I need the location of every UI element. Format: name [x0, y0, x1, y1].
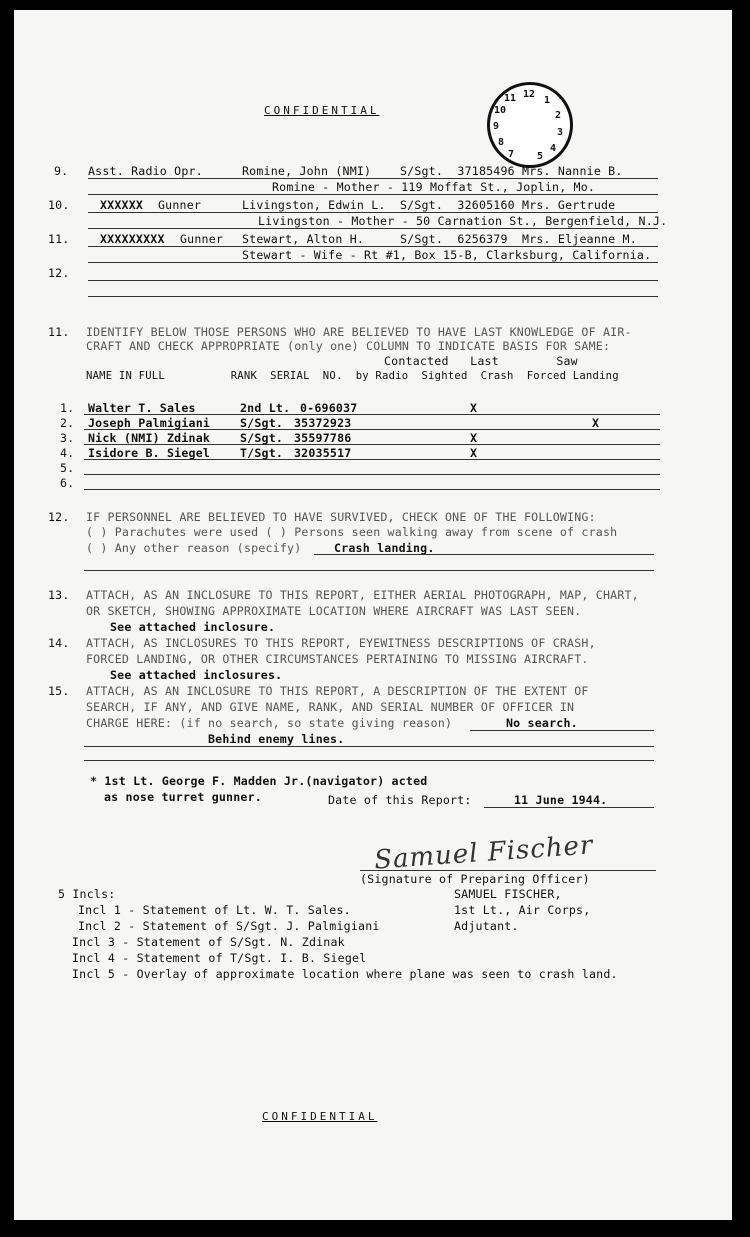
inclosure-item: Incl 5 - Overlay of approximate location where plane was seen to crash land. — [72, 967, 618, 981]
question-text: FORCED LANDING, OR OTHER CIRCUMSTANCES PERTAINING TO MISSING AIRCRAFT. — [86, 652, 589, 666]
question-text: IDENTIFY BELOW THOSE PERSONS WHO ARE BELIEVED TO HAVE LAST KNOWLEDGE OF AIR- — [86, 325, 632, 339]
answer-text: See attached inclosures. — [110, 668, 283, 682]
signer-name: SAMUEL FISCHER, — [454, 887, 562, 901]
inclosures-header: 5 Incls: — [58, 887, 116, 901]
witness-serial: 0-696037 — [300, 401, 358, 415]
question-text: ATTACH, AS AN INCLOSURE TO THIS REPORT, A DESCRIPTION OF THE EXTENT OF — [86, 684, 589, 698]
witness-name: Joseph Palmigiani — [88, 416, 211, 430]
inclosure-item: Incl 4 - Statement of T/Sgt. I. B. Siegel — [72, 951, 367, 965]
basis-mark: X — [470, 431, 478, 445]
question-text: CRAFT AND CHECK APPROPRIATE (only one) COLUMN TO INDICATE BASIS FOR SAME: — [86, 339, 611, 353]
answer-text: Crash landing. — [334, 541, 435, 555]
report-date-label: Date of this Report: — [328, 793, 472, 807]
answer-text: See attached inclosure. — [110, 620, 276, 634]
crew-line: Stewart, Alton H. S/Sgt. 6256379 Mrs. Eljeanne M. — [242, 232, 637, 246]
footnote: as nose turret gunner. — [104, 790, 262, 804]
question-text: ATTACH, AS AN INCLOSURE TO THIS REPORT, EITHER AERIAL PHOTOGRAPH, MAP, CHART, — [86, 588, 639, 602]
witness-serial: 35372923 — [294, 416, 352, 430]
crew-number: 10. — [48, 198, 70, 212]
crew-position: Gunner — [158, 198, 202, 212]
crew-line: Romine, John (NMI) S/Sgt. 37185496 Mrs. Nannie B. — [242, 164, 623, 178]
struck-text: XXXXXX — [100, 198, 144, 212]
crew-line: Livingston, Edwin L. S/Sgt. 32605160 Mrs. Gertrude — [242, 198, 616, 212]
column-headers: Contacted Last Saw — [384, 354, 578, 368]
basis-mark: X — [470, 401, 478, 415]
basis-mark: X — [592, 416, 600, 430]
witness-rank: T/Sgt. — [240, 446, 284, 460]
question-text: ( ) Parachutes were used ( ) Persons seen walking away from scene of crash — [86, 525, 618, 539]
answer-text: Behind enemy lines. — [208, 732, 345, 746]
witness-name: Walter T. Sales — [88, 401, 196, 415]
report-date-value: 11 June 1944. — [514, 793, 608, 807]
struck-text: XXXXXXXXX — [100, 232, 165, 246]
document-page: CONFIDENTIAL 12 1 2 3 4 5 7 8 9 10 11 9. Asst. Radio Opr. Romine, John (NMI) S/Sgt. 37185496 Mrs. Nannie B. Romine - Mother - 119 Moffat St., Joplin, Mo. 10. XXXXXX Gunner Livingston, Edwin L. S/Sgt. 32605160 Mrs. Gertrude Livingston - Mother - 50 Carnation St., Bergenfield, N.J. 11. XXXXXXXXX Gunner Stewart, Alton H. S/Sgt. 6256379 Mrs. Eljeanne M. Stewart - Wife - Rt #1, Box 15-B, Clarksburg, California. 12. 11. IDENTIFY BELOW THOSE PERSONS WHO ARE BELIEVED TO HAVE LAST KNOWLEDGE OF AIR- CRAFT AND CHECK APPROPRIATE (only one) COLUMN TO INDICATE BASIS FOR SAME: Contacted Last Saw NAME IN FULL RANK SERIAL NO. by Radio Sighted Crash Forced Landing 1. Walter T. Sales 2nd Lt. 0-696037 X 2. Joseph Palmigiani S/Sgt. 35372923 X 3. Nick (NMI) Zdinak S/Sgt. 35597786 X 4. Isidore B. Siegel T/Sgt. 32035517 X 5. 6. 12. IF PERSONNEL ARE BELIEVED TO HAVE SURVIVED, CHECK ONE OF THE FOLLOWING: ( ) Parachutes were used ( ) Persons seen walking away from scene of crash ( ) Any other reason (specify) Crash landing. 13. ATTACH, AS AN INCLOSURE TO THIS REPORT, EITHER AERIAL PHOTOGRAPH, MAP, CHART, OR SKETCH, SHOWING APPROXIMATE LOCATION WHERE AIRCRAFT WAS LAST SEEN. See attached inclosure. 14. ATTACH, AS INCLOSURES TO THIS REPORT, EYEWITNESS DESCRIPTIONS OF CRASH, FORCED LANDING, OR OTHER CIRCUMSTANCES PERTAINING TO MISSING AIRCRAFT. See attached inclosures. 15. ATTACH, AS AN INCLOSURE TO THIS REPORT, A DESCRIPTION OF THE EXTENT OF SEARCH, IF ANY, AND GIVE NAME, RANK, AND SERIAL NUMBER OF OFFICER IN CHARGE HERE: (if no search, so state giving reason) No search. Behind enemy lines. * 1st Lt. George F. Madden Jr.(navigator) acted as nose turret gunner. Date of this Report: 11 June 1944. Samuel Fischer (Signature of Preparing Officer) SAMUEL FISCHER, 1st Lt., Air Corps, Adjutant. 5 Incls: Incl 1 - Statement of Lt. W. T. Sales. Incl 2 - Statement of S/Sgt. J. Palmigiani Incl 3 - Statement of S/Sgt. N. Zdinak Incl 4 - Statement of T/Sgt. I. B. Siegel Incl 5 - Overlay of approximate location where plane was seen to crash land. CONFIDENTIAL — [14, 10, 732, 1220]
witness-rank: S/Sgt. — [240, 416, 284, 430]
crew-number: 9. — [54, 164, 69, 178]
crew-position: Asst. Radio Opr. — [88, 164, 203, 178]
question-number: 12. — [48, 510, 70, 524]
question-number: 13. — [48, 588, 70, 602]
crew-line: Stewart - Wife - Rt #1, Box 15-B, Clarksburg, California. — [242, 248, 652, 262]
inclosure-item: Incl 2 - Statement of S/Sgt. J. Palmigiani — [78, 919, 380, 933]
witness-name: Nick (NMI) Zdinak — [88, 431, 211, 445]
crew-line: Livingston - Mother - 50 Carnation St., Bergenfield, N.J. — [258, 214, 668, 228]
question-text: ATTACH, AS INCLOSURES TO THIS REPORT, EYEWITNESS DESCRIPTIONS OF CRASH, — [86, 636, 596, 650]
confidential-header: CONFIDENTIAL — [264, 104, 380, 117]
time-stamp-seal: 12 1 2 3 4 5 7 8 9 10 11 — [487, 82, 573, 168]
witness-serial: 32035517 — [294, 446, 352, 460]
inclosure-item: Incl 1 - Statement of Lt. W. T. Sales. — [78, 903, 351, 917]
signature-caption: (Signature of Preparing Officer) — [360, 872, 590, 886]
question-text: CHARGE HERE: (if no search, so state giving reason) — [86, 716, 453, 730]
confidential-footer: CONFIDENTIAL — [262, 1110, 378, 1123]
column-headers: NAME IN FULL RANK SERIAL NO. by Radio Sighted Crash Forced Landing — [86, 370, 619, 382]
witness-rank: S/Sgt. — [240, 431, 284, 445]
signer-rank: 1st Lt., Air Corps, — [454, 903, 591, 917]
answer-text: No search. — [506, 716, 578, 730]
inclosure-item: Incl 3 - Statement of S/Sgt. N. Zdinak — [72, 935, 345, 949]
question-text: ( ) Any other reason (specify) — [86, 541, 302, 555]
witness-name: Isidore B. Siegel — [88, 446, 211, 460]
question-text: SEARCH, IF ANY, AND GIVE NAME, RANK, AND SERIAL NUMBER OF OFFICER IN — [86, 700, 575, 714]
question-number: 15. — [48, 684, 70, 698]
crew-number: 11. — [48, 232, 70, 246]
signer-title: Adjutant. — [454, 919, 519, 933]
witness-rank: 2nd Lt. — [240, 401, 291, 415]
crew-line: Romine - Mother - 119 Moffat St., Joplin, Mo. — [272, 180, 596, 194]
footnote: * 1st Lt. George F. Madden Jr.(navigator) acted — [90, 774, 428, 788]
question-number: 11. — [48, 325, 70, 339]
crew-number: 12. — [48, 266, 70, 280]
crew-position: Gunner — [180, 232, 224, 246]
basis-mark: X — [470, 446, 478, 460]
signature: Samuel Fischer — [373, 830, 595, 876]
question-number: 14. — [48, 636, 70, 650]
witness-serial: 35597786 — [294, 431, 352, 445]
question-text: OR SKETCH, SHOWING APPROXIMATE LOCATION WHERE AIRCRAFT WAS LAST SEEN. — [86, 604, 582, 618]
question-text: IF PERSONNEL ARE BELIEVED TO HAVE SURVIVED, CHECK ONE OF THE FOLLOWING: — [86, 510, 596, 524]
